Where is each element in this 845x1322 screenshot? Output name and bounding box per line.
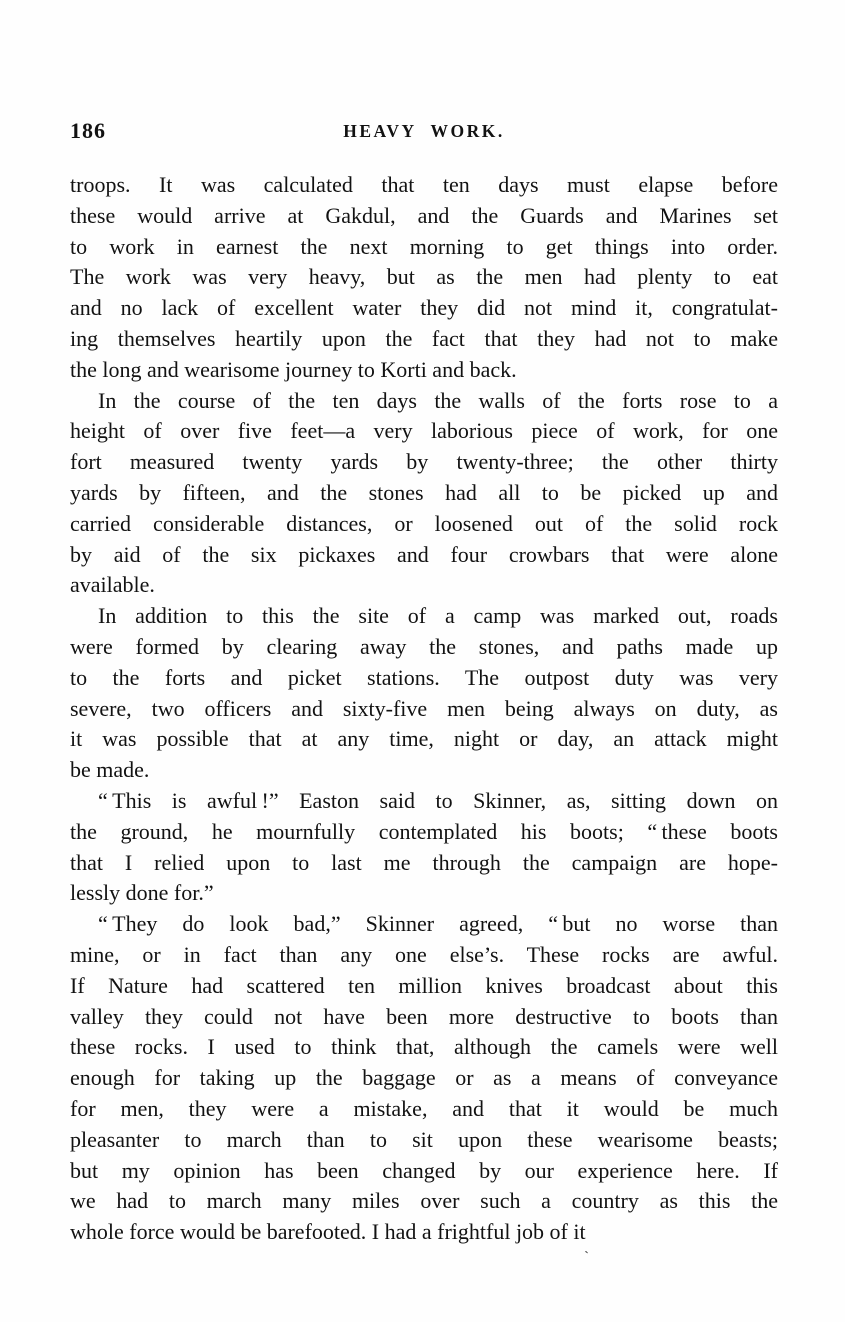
text-line: the long and wearisome journey to Korti and back. [70, 356, 517, 382]
paragraph [70, 786, 778, 909]
text-line: In the course of the ten days the walls of the forts rose to a [98, 387, 778, 413]
text-line: these rocks. I used to think that, although the camels were well [70, 1034, 778, 1060]
text-line: yards by fifteen, and the stones had all to be picked up and [70, 479, 778, 505]
paragraph [70, 170, 778, 386]
text-line: were formed by clearing away the stones, and paths made up [70, 633, 778, 659]
text-line: enough for taking up the baggage or as a means of conveyance [70, 1065, 778, 1091]
text-line: by aid of the six pickaxes and four crowbars that were alone [70, 541, 778, 567]
text-line: mine, or in fact than any one else’s. These rocks are awful. [70, 941, 778, 967]
running-header: HEAVY WORK. [343, 121, 505, 141]
text-line: for men, they were a mistake, and that it would be much [70, 1095, 778, 1121]
text-line: but my opinion has been changed by our experience here. If [70, 1157, 778, 1183]
text-line: valley they could not have been more destructive to boots than [70, 1003, 778, 1029]
text-line: severe, two officers and sixty-five men being always on duty, as [70, 695, 778, 721]
text-line: height of over five feet—a very laborious piece of work, for one [70, 418, 778, 444]
text-line: and no lack of excellent water they did not mind it, congratulat- [70, 295, 778, 321]
text-line: it was possible that at any time, night or day, an attack might [70, 726, 778, 752]
text-block [70, 170, 778, 1248]
text-line: lessly done for.” [70, 880, 214, 906]
text-line: pleasanter to march than to sit upon these wearisome beasts; [70, 1126, 778, 1152]
text-line: “ This is awful !” Easton said to Skinner, as, sitting down on [98, 787, 778, 813]
text-line: available. [70, 572, 155, 598]
scan-artifact: ` [583, 1249, 591, 1266]
text-line: to work in earnest the next morning to get things into order. [70, 233, 778, 259]
text-line: fort measured twenty yards by twenty-three; the other thirty [70, 449, 778, 475]
text-line: that I relied upon to last me through the campaign are hope- [70, 849, 778, 875]
page-header [70, 118, 778, 148]
paragraph [70, 386, 778, 602]
page-number: 186 [70, 118, 106, 143]
paragraph [70, 601, 778, 786]
text-line: whole force would be barefooted. I had a frightful job of it [70, 1219, 586, 1245]
paragraph [70, 909, 778, 1248]
text-line: troops. It was calculated that ten days must elapse before [70, 172, 778, 197]
text-line: ing themselves heartily upon the fact that they had not to make [70, 325, 778, 351]
text-line: these would arrive at Gakdul, and the Guards and Marines set [70, 202, 778, 228]
text-line: we had to march many miles over such a country as this the [70, 1188, 778, 1214]
text-line: be made. [70, 757, 150, 783]
text-line: In addition to this the site of a camp was marked out, roads [98, 603, 778, 629]
text-line: to the forts and picket stations. The outpost duty was very [70, 664, 778, 690]
text-line: If Nature had scattered ten million knives broadcast about this [70, 972, 778, 998]
text-line: carried considerable distances, or loosened out of the solid rock [70, 510, 778, 536]
text-line: the ground, he mournfully contemplated his boots; “ these boots [70, 818, 778, 844]
text-line: The work was very heavy, but as the men had plenty to eat [70, 264, 778, 290]
text-line: “ They do look bad,” Skinner agreed, “ but no worse than [98, 911, 778, 937]
